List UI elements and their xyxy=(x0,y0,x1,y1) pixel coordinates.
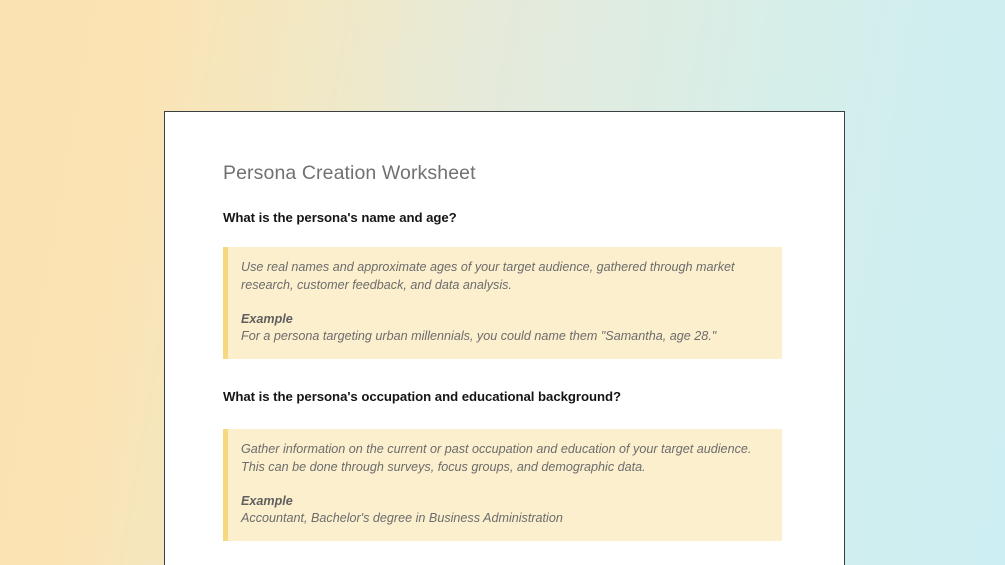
page-title: Persona Creation Worksheet xyxy=(223,162,476,184)
question-heading-2: What is the persona's occupation and educational background? xyxy=(223,389,622,404)
guidance-callout-2 xyxy=(223,429,782,541)
example-text-1: For a persona targeting urban millennials, you could name them "Samantha, age 28." xyxy=(241,328,717,343)
question-heading-1: What is the persona's name and age? xyxy=(223,210,457,225)
guidance-callout-1 xyxy=(223,247,782,359)
guidance-description-1: Use real names and approximate ages of your target audience, gathered through market research, customer feedback, and data analysis. xyxy=(241,260,735,293)
worksheet-document-page xyxy=(164,111,845,565)
example-text-2: Accountant, Bachelor's degree in Business Administration xyxy=(241,510,563,525)
document-content xyxy=(165,112,845,565)
example-label-1: Example xyxy=(241,311,293,326)
guidance-description-2: Gather information on the current or past occupation and education of your target audience. This can be done through surveys, focus groups, and demographic data. xyxy=(241,442,752,475)
example-label-2: Example xyxy=(241,493,293,508)
